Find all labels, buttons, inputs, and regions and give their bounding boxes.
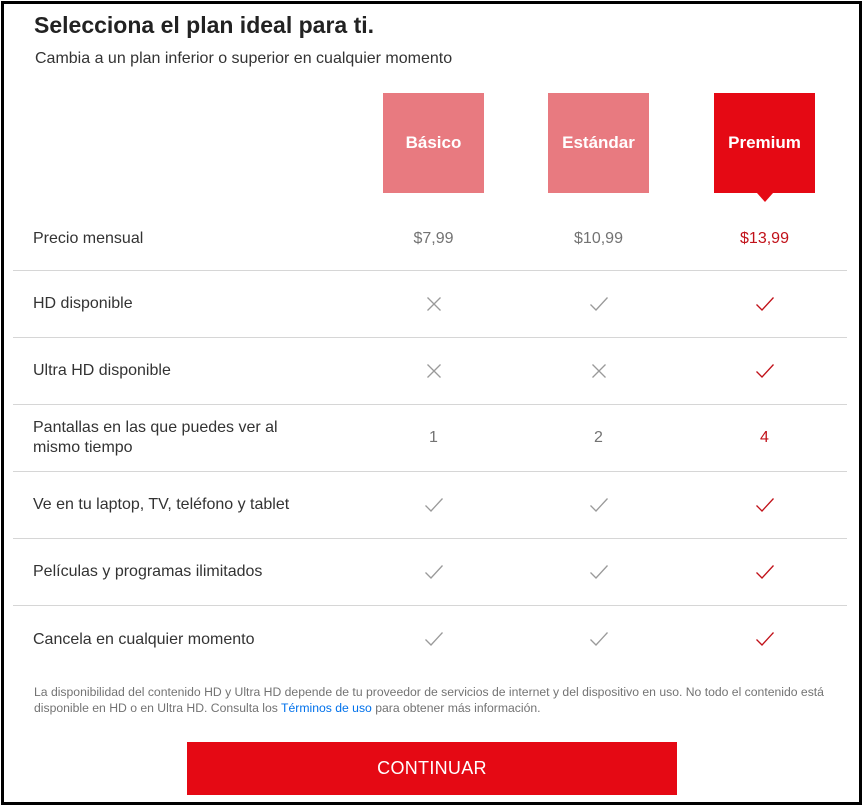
check-icon bbox=[714, 496, 815, 514]
feature-row bbox=[13, 539, 847, 606]
feature-value: $7,99 bbox=[413, 229, 454, 247]
check-icon bbox=[383, 631, 484, 649]
cross-icon bbox=[383, 295, 484, 313]
feature-label: Pantallas en las que puedes ver al mismo tiempo bbox=[33, 419, 278, 456]
feature-value: 2 bbox=[594, 429, 603, 446]
cross-icon bbox=[548, 362, 649, 380]
check-icon bbox=[714, 295, 815, 313]
feature-row bbox=[13, 271, 847, 338]
feature-label: HD disponible bbox=[33, 295, 133, 312]
feature-row bbox=[13, 405, 847, 472]
plan-premium-button[interactable]: Premium bbox=[714, 93, 815, 193]
feature-value: 4 bbox=[760, 429, 769, 446]
feature-row bbox=[13, 207, 847, 271]
plan-basico-button[interactable]: Básico bbox=[383, 93, 484, 193]
feature-row bbox=[13, 606, 847, 673]
check-icon bbox=[548, 496, 649, 514]
feature-value: $13,99 bbox=[740, 229, 789, 247]
continue-button[interactable]: CONTINUAR bbox=[187, 742, 677, 795]
check-icon bbox=[548, 631, 649, 649]
feature-label: Películas y programas ilimitados bbox=[33, 563, 263, 580]
feature-label: Precio mensual bbox=[33, 229, 144, 247]
check-icon bbox=[714, 631, 815, 649]
plan-selection-page bbox=[1, 1, 862, 805]
feature-row bbox=[13, 338, 847, 405]
page-subtitle: Cambia a un plan inferior o superior en cualquier momento bbox=[35, 50, 453, 67]
feature-label: Ultra HD disponible bbox=[33, 362, 171, 379]
footnote-text: La disponibilidad del contenido HD y Ultra HD depende de tu proveedor de servicios de internet y del dispositivo en uso. No todo el contenido está disponible en HD o en Ultra HD. Consulta los bbox=[34, 685, 824, 715]
footnote-text-end: para obtener más información. bbox=[371, 701, 541, 715]
plan-estandar-button[interactable]: Estándar bbox=[548, 93, 649, 193]
feature-value: $10,99 bbox=[574, 229, 623, 247]
page-title: Selecciona el plan ideal para ti. bbox=[34, 12, 375, 38]
cross-icon bbox=[383, 362, 484, 380]
check-icon bbox=[383, 563, 484, 581]
terms-of-use-link[interactable]: Términos de uso bbox=[281, 701, 372, 715]
feature-label: Cancela en cualquier momento bbox=[33, 630, 255, 648]
check-icon bbox=[383, 496, 484, 514]
availability-footnote bbox=[34, 684, 834, 716]
check-icon bbox=[714, 563, 815, 581]
feature-value: 1 bbox=[429, 429, 438, 446]
feature-row bbox=[13, 472, 847, 539]
check-icon bbox=[714, 362, 815, 380]
plan-comparison-table bbox=[13, 207, 847, 673]
check-icon bbox=[548, 563, 649, 581]
feature-label: Ve en tu laptop, TV, teléfono y tablet bbox=[33, 496, 290, 513]
check-icon bbox=[548, 295, 649, 313]
